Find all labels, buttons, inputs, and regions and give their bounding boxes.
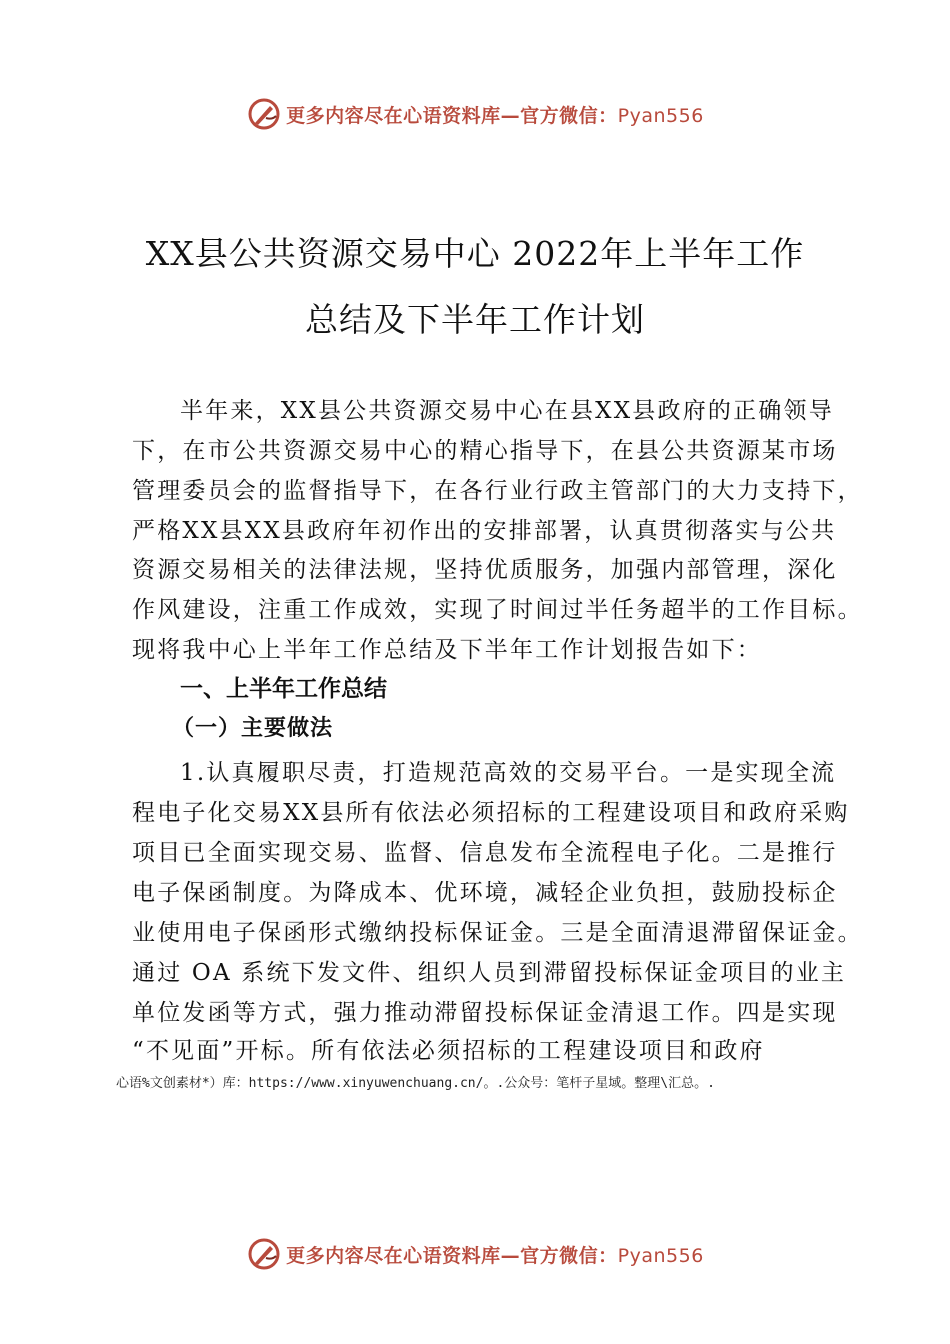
section-heading: 一、上半年工作总结 (180, 676, 387, 702)
pen-logo-icon (246, 96, 282, 132)
bottom-banner (0, 1234, 950, 1274)
paragraph-line: 现将我中心上半年工作总结及下半年工作计划报告如下： (132, 637, 762, 663)
banner-wechat: Pyan556 (617, 104, 704, 127)
banner-text: 更多内容尽在心语资料库—官方微信：Pyan556 (286, 1244, 704, 1267)
banner-text: 更多内容尽在心语资料库—官方微信：Pyan556 (286, 104, 704, 127)
top-banner (0, 94, 950, 134)
paragraph-line: 严格XX县XX县政府年初作出的安排部署，认真贯彻落实与公共 (132, 518, 837, 544)
document-title-line-2: 总结及下半年工作计划 (305, 300, 645, 339)
paragraph-line: 业使用电子保函形式缴纳投标保证金。三是全面清退滞留保证金。 (132, 920, 863, 946)
pen-logo-icon (246, 1236, 282, 1272)
paragraph-line: “不见面”开标。所有依法必须招标的工程建设项目和政府 (132, 1038, 765, 1064)
paragraph-line: 单位发函等方式，强力推动滞留投标保证金清退工作。四是实现 (132, 1000, 838, 1026)
footer-note: 心语%文创素材*）库：https://www.xinyuwenchuang.cn/。.公众号：笔杆子星域。整理\汇总。. (116, 1076, 715, 1091)
paragraph-line: 电子保函制度。为降成本、优环境，减轻企业负担，鼓励投标企 (132, 880, 838, 906)
document-title-line-1: XX县公共资源交易中心 2022年上半年工作 (145, 234, 805, 273)
paragraph-line: 半年来，XX县公共资源交易中心在县XX县政府的正确领导 (180, 398, 834, 424)
banner-wechat: Pyan556 (617, 1244, 704, 1267)
paragraph-line: 下，在市公共资源交易中心的精心指导下，在县公共资源某市场 (132, 438, 838, 464)
paragraph-line: 管理委员会的监督指导下，在各行业行政主管部门的大力支持下， (132, 478, 863, 504)
subsection-heading: （一）主要做法 (172, 715, 334, 741)
paragraph-line: 作风建设，注重工作成效，实现了时间过半任务超半的工作目标。 (132, 597, 863, 623)
paragraph-line: 1.认真履职尽责，打造规范高效的交易平台。一是实现全流 (180, 760, 837, 786)
paragraph-line: 资源交易相关的法律法规，坚持优质服务，加强内部管理，深化 (132, 557, 838, 583)
paragraph-line: 项目已全面实现交易、监督、信息发布全流程电子化。二是推行 (132, 840, 838, 866)
paragraph-line: 程电子化交易XX县所有依法必须招标的工程建设项目和政府采购 (132, 800, 850, 826)
paragraph-line: 通过 OA 系统下发文件、组织人员到滞留投标保证金项目的业主 (132, 960, 847, 986)
